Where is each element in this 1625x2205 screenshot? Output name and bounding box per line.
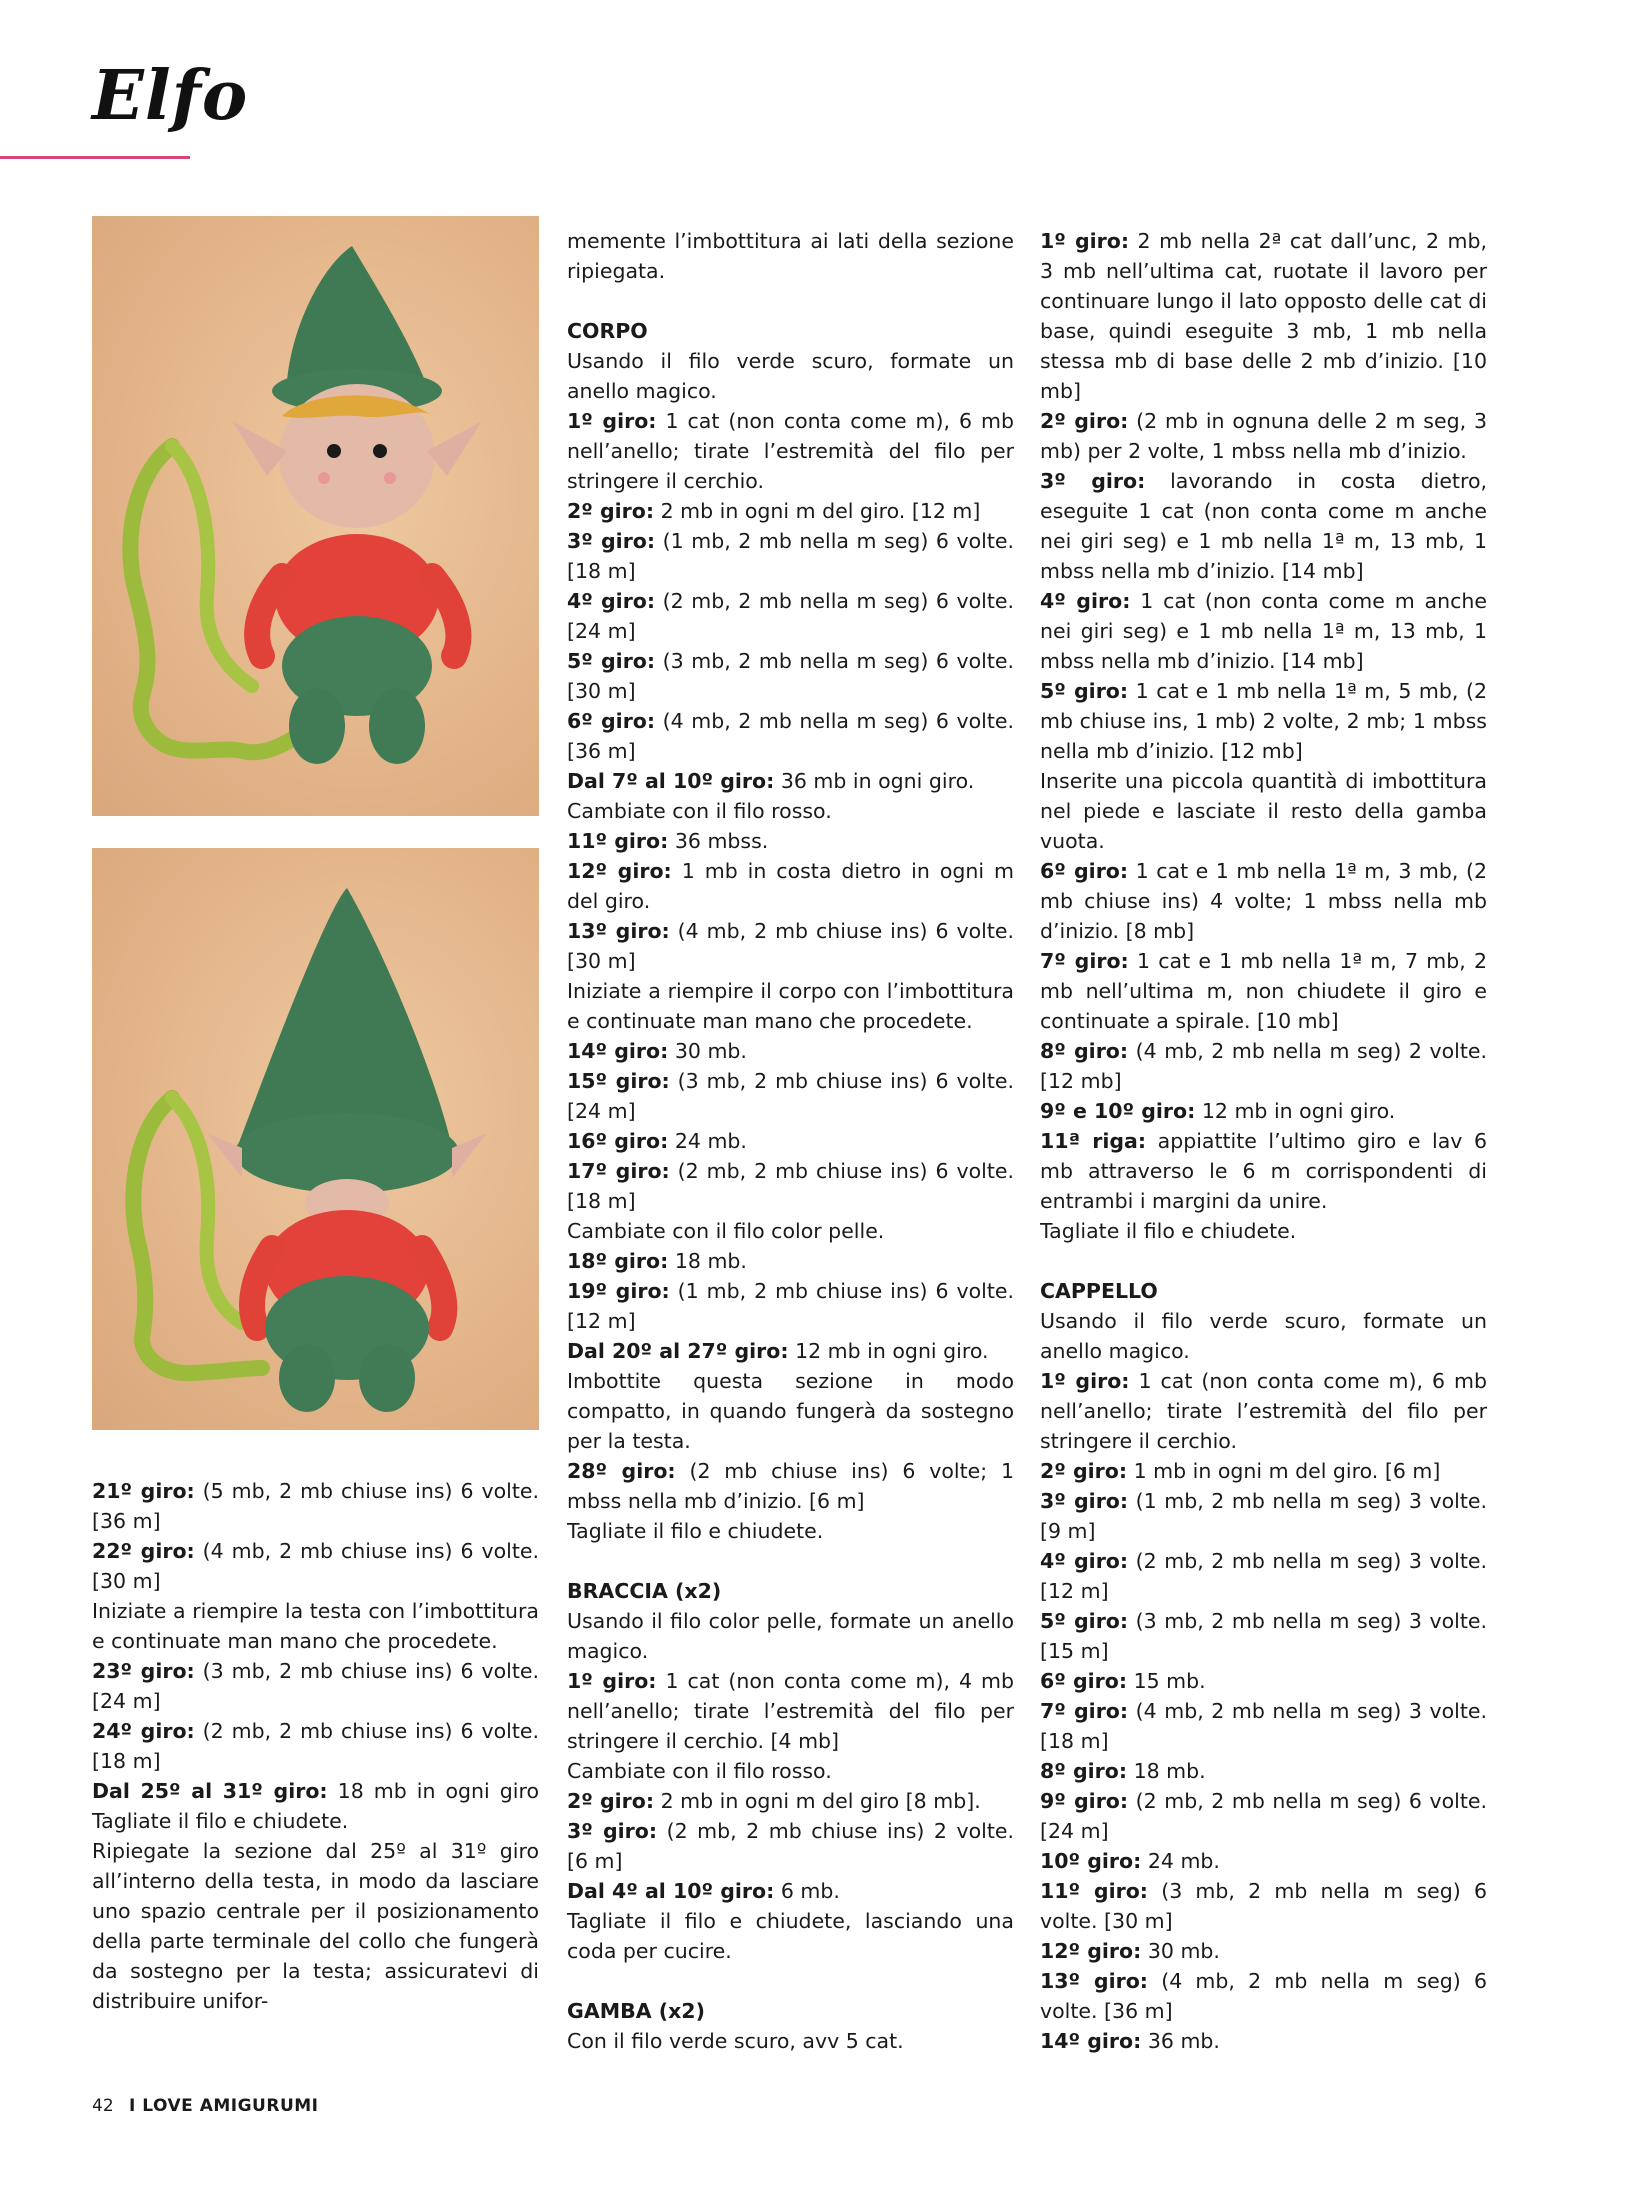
instruction-text: (4 mb, 2 mb chiuse ins) 6 volte. [30 m] — [567, 919, 1014, 973]
instruction-text: lavorando in costa dietro, eseguite 1 cat (non conta come m anche nei giri seg) e 1 mb nella 1ª m, 13 mb, 1 mbss nella mb d’inizio. [14 mb] — [1040, 469, 1487, 583]
instruction-text: 1 cat e 1 mb nella 1ª m, 3 mb, (2 mb chiuse ins) 4 volte; 1 mbss nella mb d’inizio. [8 mb] — [1040, 859, 1487, 943]
section-heading: CAPPELLO — [1040, 1279, 1158, 1303]
instruction-text: (1 mb, 2 mb chiuse ins) 6 volte. [12 m] — [567, 1279, 1014, 1333]
instruction-text: (3 mb, 2 mb chiuse ins) 6 volte. [24 m] — [567, 1069, 1014, 1123]
section-heading: BRACCIA (x2) — [567, 1579, 722, 1603]
instruction-line — [92, 1776, 539, 1836]
instruction-text: (4 mb, 2 mb chiuse ins) 6 volte. [30 m] — [92, 1539, 539, 1593]
round-label: 24º giro: — [92, 1719, 195, 1743]
instruction-text: 12 mb in ogni giro. — [1195, 1099, 1396, 1123]
instruction-text: (2 mb chiuse ins) 6 volte; 1 mbss nella mb d’inizio. [6 m] — [567, 1459, 1014, 1513]
round-label: Dal 4º al 10º giro: — [567, 1879, 775, 1903]
round-label: 1º giro: — [567, 409, 657, 433]
instruction-line — [1040, 1216, 1487, 1246]
instruction-line — [567, 1786, 1014, 1816]
instruction-text: Iniziate a riempire il corpo con l’imbottitura e continuate man mano che procedete. — [567, 979, 1014, 1033]
instruction-line — [1040, 1486, 1487, 1546]
instruction-text: (2 mb, 2 mb chiuse ins) 6 volte. [18 m] — [92, 1719, 539, 1773]
instruction-text: 2 mb nella 2ª cat dall’unc, 2 mb, 3 mb nell’ultima cat, ruotate il lavoro per continuare lungo il lato opposto delle cat di base, quindi eseguite 3 mb, 1 mb nella stessa mb di base delle 2 mb d’inizio. [10 mb] — [1040, 229, 1487, 403]
instruction-text: (4 mb, 2 mb nella m seg) 3 volte. [18 m] — [1040, 1699, 1487, 1753]
round-label: 10º giro: — [1040, 1849, 1142, 1873]
instruction-text: 1 cat (non conta come m), 4 mb nell’anello; tirate l’estremità del filo per stringere il cerchio. [4 mb] — [567, 1669, 1014, 1753]
elf-front-photo — [92, 216, 539, 816]
instruction-text: appiattite l’ultimo giro e lav 6 mb attraverso le 6 m corrispondenti di entrambi i margini da unire. — [1040, 1129, 1487, 1213]
round-label: 4º giro: — [567, 589, 656, 613]
round-label: 2º giro: — [567, 499, 655, 523]
round-label: 12º giro: — [1040, 1939, 1142, 1963]
title-underline — [0, 156, 190, 159]
instruction-line — [1040, 1696, 1487, 1756]
instruction-text: (2 mb, 2 mb nella m seg) 6 volte. [24 m] — [1040, 1789, 1487, 1843]
round-label: Dal 7º al 10º giro: — [567, 769, 775, 793]
round-label: 7º giro: — [1040, 949, 1129, 973]
instruction-text: Tagliate il filo e chiudete, lasciando una coda per cucire. — [567, 1909, 1014, 1963]
instruction-text: 1 cat (non conta come m), 6 mb nell’anello; tirate l’estremità del filo per stringere il cerchio. — [1040, 1369, 1487, 1453]
instruction-line — [92, 1836, 539, 2016]
round-label: Dal 25º al 31º giro: — [92, 1779, 328, 1803]
instruction-line — [567, 346, 1014, 406]
round-label: 8º giro: — [1040, 1039, 1129, 1063]
elf-back-illustration — [92, 848, 539, 1430]
instruction-line — [92, 1656, 539, 1716]
round-label: 6º giro: — [567, 709, 656, 733]
magazine-brand: I LOVE AMIGURUMI — [129, 2096, 319, 2116]
instruction-text: 18 mb in ogni giro Tagliate il filo e chiudete. — [92, 1779, 540, 1833]
round-label: 23º giro: — [92, 1659, 195, 1683]
instruction-text: 1 mb in costa dietro in ogni m del giro. — [567, 859, 1014, 913]
instruction-text: (3 mb, 2 mb nella m seg) 3 volte. [15 m] — [1040, 1609, 1487, 1663]
instruction-text: 15 mb. — [1127, 1669, 1206, 1693]
instruction-line — [567, 856, 1014, 916]
instruction-text: (3 mb, 2 mb nella m seg) 6 volte. [30 m] — [1040, 1879, 1487, 1933]
round-label: 17º giro: — [567, 1159, 670, 1183]
instruction-text: (4 mb, 2 mb nella m seg) 2 volte. [12 mb] — [1040, 1039, 1487, 1093]
section-heading: GAMBA (x2) — [567, 1999, 705, 2023]
round-label: 14º giro: — [1040, 2029, 1142, 2053]
round-label: 12º giro: — [567, 859, 672, 883]
instruction-line — [92, 1536, 539, 1596]
instruction-text: (2 mb, 2 mb nella m seg) 6 volte. [24 m] — [567, 589, 1014, 643]
instruction-text: (3 mb, 2 mb nella m seg) 6 volte. [30 m] — [567, 649, 1014, 703]
instruction-line — [567, 226, 1014, 286]
instruction-line — [1040, 1966, 1487, 2026]
round-label: Dal 20º al 27º giro: — [567, 1339, 789, 1363]
round-label: 4º giro: — [1040, 1549, 1129, 1573]
instruction-text: Imbottite questa sezione in modo compatto, in quando fungerà da sostegno per la testa. — [567, 1369, 1014, 1453]
instruction-line — [1040, 676, 1487, 766]
round-label: 3º giro: — [1040, 469, 1146, 493]
instruction-text: (4 mb, 2 mb nella m seg) 6 volte. [36 m] — [1040, 1969, 1487, 2023]
round-label: 15º giro: — [567, 1069, 670, 1093]
round-label: 5º giro: — [567, 649, 656, 673]
instruction-line — [1040, 1666, 1487, 1696]
instruction-line — [567, 1666, 1014, 1756]
paragraph-gap — [567, 286, 1014, 316]
round-label: 18º giro: — [567, 1249, 669, 1273]
instruction-line — [567, 1756, 1014, 1786]
elf-front-illustration — [92, 216, 539, 816]
instruction-line — [567, 1276, 1014, 1336]
instruction-line — [567, 1126, 1014, 1156]
instruction-text: (1 mb, 2 mb nella m seg) 6 volte. [18 m] — [567, 529, 1014, 583]
instruction-line — [1040, 1846, 1487, 1876]
round-label: 21º giro: — [92, 1479, 195, 1503]
round-label: 16º giro: — [567, 1129, 669, 1153]
round-label: 1º giro: — [1040, 229, 1130, 253]
instruction-line — [567, 1906, 1014, 1966]
instruction-text: Usando il filo verde scuro, formate un anello magico. — [1040, 1309, 1487, 1363]
round-label: 13º giro: — [1040, 1969, 1148, 1993]
instruction-text: 2 mb in ogni m del giro. [12 m] — [654, 499, 981, 523]
instruction-text: 6 mb. — [774, 1879, 840, 1903]
instruction-line — [1040, 766, 1487, 856]
instruction-text: Tagliate il filo e chiudete. — [567, 1519, 824, 1543]
instruction-text: 12 mb in ogni giro. — [788, 1339, 989, 1363]
instruction-line — [1040, 856, 1487, 946]
instruction-text: Usando il filo verde scuro, formate un anello magico. — [567, 349, 1014, 403]
instruction-text: Con il filo verde scuro, avv 5 cat. — [567, 2029, 904, 2053]
round-label: 6º giro: — [1040, 859, 1129, 883]
instruction-line — [1040, 226, 1487, 406]
round-label: 5º giro: — [1040, 679, 1129, 703]
instruction-line — [567, 406, 1014, 496]
round-label: 3º giro: — [567, 1819, 658, 1843]
instruction-line — [567, 1216, 1014, 1246]
instruction-text: Cambiate con il filo rosso. — [567, 1759, 832, 1783]
round-label: 11ª riga: — [1040, 1129, 1147, 1153]
round-label: 6º giro: — [1040, 1669, 1128, 1693]
instruction-text: (2 mb, 2 mb chiuse ins) 6 volte. [18 m] — [567, 1159, 1014, 1213]
column-mid — [567, 226, 1014, 2056]
instruction-line — [1040, 1366, 1487, 1456]
instruction-text: 1 cat e 1 mb nella 1ª m, 7 mb, 2 mb nell’ultima m, non chiudete il giro e continuate a spirale. [10 mb] — [1040, 949, 1488, 1033]
round-label: 11º giro: — [567, 829, 669, 853]
round-label: 5º giro: — [1040, 1609, 1129, 1633]
instruction-text: 1 cat e 1 mb nella 1ª m, 5 mb, (2 mb chiuse ins, 1 mb) 2 volte, 2 mb; 1 mbss nella mb d’inizio. [12 mb] — [1040, 679, 1487, 763]
instruction-line — [1040, 1126, 1487, 1216]
page-footer — [92, 2096, 319, 2116]
instruction-line — [567, 976, 1014, 1036]
round-label: 3º giro: — [1040, 1489, 1129, 1513]
column-left — [92, 1476, 539, 2016]
round-label: 7º giro: — [1040, 1699, 1129, 1723]
instruction-line — [92, 1476, 539, 1536]
round-label: 3º giro: — [567, 529, 656, 553]
instruction-text: (2 mb, 2 mb chiuse ins) 2 volte. [6 m] — [567, 1819, 1014, 1873]
round-label: 14º giro: — [567, 1039, 669, 1063]
instruction-line — [1040, 1606, 1487, 1666]
round-label: 4º giro: — [1040, 589, 1131, 613]
instruction-line — [567, 1246, 1014, 1276]
instruction-line — [567, 1606, 1014, 1666]
round-label: 2º giro: — [1040, 1459, 1128, 1483]
round-label: 9º giro: — [1040, 1789, 1129, 1813]
instruction-text: Tagliate il filo e chiudete. — [1040, 1219, 1297, 1243]
instruction-text: Cambiate con il filo rosso. — [567, 799, 832, 823]
instruction-line — [1040, 1756, 1487, 1786]
instruction-text: 24 mb. — [1141, 1849, 1220, 1873]
instruction-line — [1040, 1096, 1487, 1126]
instruction-text: 24 mb. — [668, 1129, 747, 1153]
instruction-text: 36 mb in ogni giro. — [774, 769, 975, 793]
round-label: 11º giro: — [1040, 1879, 1148, 1903]
round-label: 19º giro: — [567, 1279, 670, 1303]
instruction-text: Iniziate a riempire la testa con l’imbottitura e continuate man mano che procedete. — [92, 1599, 539, 1653]
paragraph-gap — [567, 1966, 1014, 1996]
round-label: 9º e 10º giro: — [1040, 1099, 1196, 1123]
round-label: 1º giro: — [567, 1669, 657, 1693]
instruction-line — [567, 706, 1014, 766]
instruction-line — [567, 1156, 1014, 1216]
instruction-text: (2 mb, 2 mb nella m seg) 3 volte. [12 m] — [1040, 1549, 1487, 1603]
instruction-line — [567, 1066, 1014, 1126]
instruction-text: 1 cat (non conta come m), 6 mb nell’anello; tirate l’estremità del filo per stringere il cerchio. — [567, 409, 1014, 493]
round-label: 2º giro: — [567, 1789, 655, 1813]
instruction-line — [567, 586, 1014, 646]
instruction-text: (4 mb, 2 mb nella m seg) 6 volte. [36 m] — [567, 709, 1014, 763]
instruction-text: 36 mbss. — [668, 829, 769, 853]
paragraph-gap — [567, 1546, 1014, 1576]
instruction-line — [567, 1456, 1014, 1516]
round-label: 8º giro: — [1040, 1759, 1128, 1783]
instruction-line — [1040, 1876, 1487, 1936]
round-label: 1º giro: — [1040, 1369, 1130, 1393]
instruction-text: Cambiate con il filo color pelle. — [567, 1219, 885, 1243]
instruction-text: memente l’imbottitura ai lati della sezione ripiegata. — [567, 229, 1014, 283]
instruction-text: Ripiegate la sezione dal 25º al 31º giro all’interno della testa, in modo da lasciare uno spazio centrale per il posizionamento della parte terminale del collo che fungerà da sostegno per la testa; assicuratevi di distribuire unifor- — [92, 1839, 539, 2013]
round-label: 13º giro: — [567, 919, 670, 943]
instruction-line — [567, 1366, 1014, 1456]
instruction-text: (5 mb, 2 mb chiuse ins) 6 volte. [36 m] — [92, 1479, 539, 1533]
instruction-line — [567, 646, 1014, 706]
instruction-text: 2 mb in ogni m del giro [8 mb]. — [654, 1789, 981, 1813]
instruction-line — [567, 1816, 1014, 1876]
instruction-text: (1 mb, 2 mb nella m seg) 3 volte. [9 m] — [1040, 1489, 1487, 1543]
instruction-line — [567, 826, 1014, 856]
column-right — [1040, 226, 1487, 2056]
instruction-text: 18 mb. — [668, 1249, 747, 1273]
page-title: Elfo — [92, 56, 249, 136]
paragraph-gap — [1040, 1246, 1487, 1276]
instruction-text: 18 mb. — [1127, 1759, 1206, 1783]
round-label: 22º giro: — [92, 1539, 195, 1563]
instruction-line — [567, 1516, 1014, 1546]
instruction-line — [1040, 466, 1487, 586]
instruction-text: Inserite una piccola quantità di imbottitura nel piede e lasciate il resto della gamba vuota. — [1040, 769, 1487, 853]
instruction-line — [1040, 2026, 1487, 2056]
instruction-line — [1040, 1936, 1487, 1966]
elf-back-photo — [92, 848, 539, 1430]
instruction-text: 30 mb. — [668, 1039, 747, 1063]
instruction-line — [567, 1876, 1014, 1906]
instruction-line — [567, 766, 1014, 796]
instruction-line — [1040, 1036, 1487, 1096]
instruction-line — [567, 526, 1014, 586]
instruction-text: (2 mb in ognuna delle 2 m seg, 3 mb) per 2 volte, 1 mbss nella mb d’inizio. — [1040, 409, 1487, 463]
instruction-line — [1040, 406, 1487, 466]
instruction-text: Usando il filo color pelle, formate un anello magico. — [567, 1609, 1014, 1663]
instruction-line — [1040, 1546, 1487, 1606]
section-heading: CORPO — [567, 319, 648, 343]
instruction-line — [567, 1036, 1014, 1066]
instruction-line — [1040, 1786, 1487, 1846]
instruction-line — [567, 496, 1014, 526]
instruction-line — [1040, 586, 1487, 676]
instruction-line — [1040, 1456, 1487, 1486]
instruction-line — [92, 1716, 539, 1776]
instruction-text: 30 mb. — [1141, 1939, 1220, 1963]
instruction-text: (3 mb, 2 mb chiuse ins) 6 volte. [24 m] — [92, 1659, 539, 1713]
instruction-text: 1 mb in ogni m del giro. [6 m] — [1127, 1459, 1441, 1483]
instruction-line — [567, 796, 1014, 826]
instruction-line — [1040, 946, 1487, 1036]
round-label: 2º giro: — [1040, 409, 1129, 433]
round-label: 28º giro: — [567, 1459, 676, 1483]
instruction-text: 36 mb. — [1141, 2029, 1220, 2053]
instruction-line — [567, 1336, 1014, 1366]
instruction-line — [92, 1596, 539, 1656]
page-number: 42 — [92, 2096, 114, 2116]
instruction-text: 1 cat (non conta come m anche nei giri seg) e 1 mb nella 1ª m, 13 mb, 1 mbss nella mb d’inizio. [14 mb] — [1040, 589, 1487, 673]
instruction-line — [567, 2026, 1014, 2056]
instruction-line — [567, 916, 1014, 976]
instruction-line — [1040, 1306, 1487, 1366]
